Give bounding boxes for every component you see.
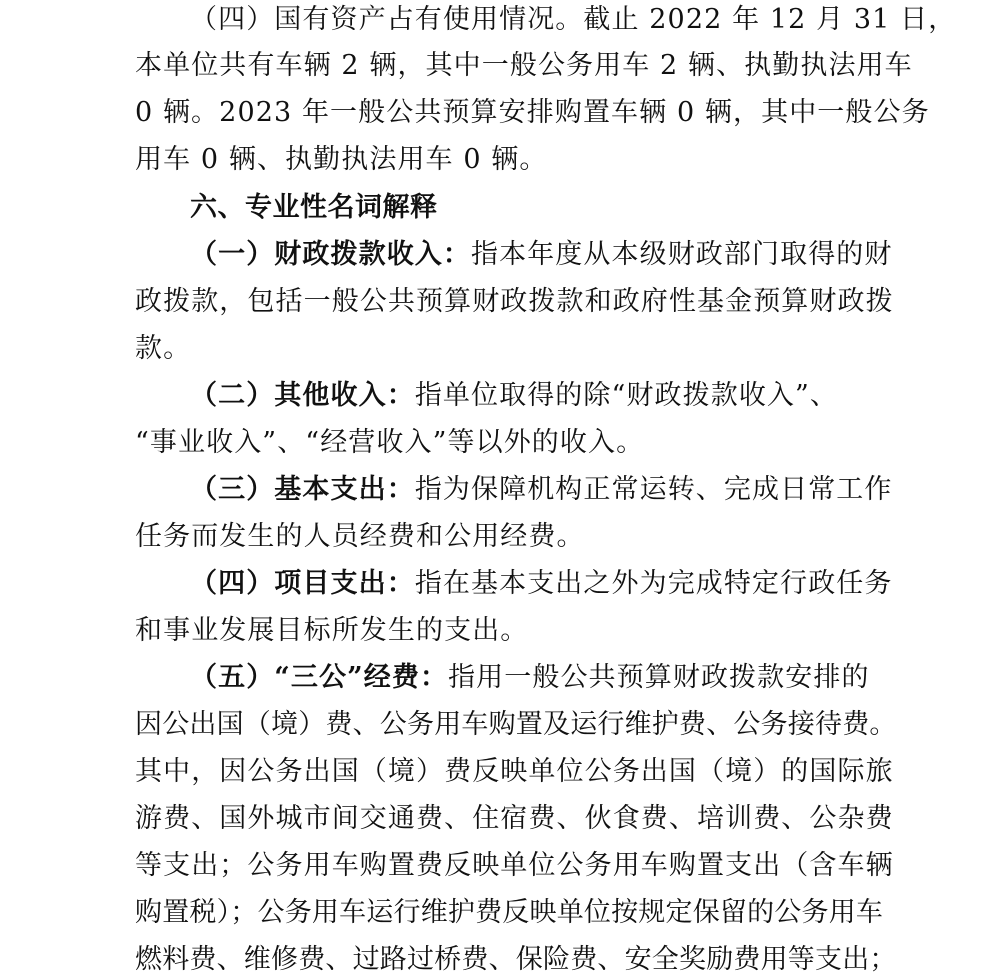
paragraph-line: 用车 0 辆、执勤执法用车 0 辆。 (135, 144, 548, 175)
definition-text: 指单位取得的除“财政拨款收入”、 (414, 380, 839, 411)
definition-line: 购置税）；公务用车运行维护费反映单位按规定保留的公务用车 (135, 897, 884, 928)
definition-line: 款。 (135, 333, 192, 364)
definition-first-line (190, 660, 870, 696)
definition-first-line (190, 566, 893, 602)
paragraph-line: （四）国有资产占有使用情况。截止 2022 年 12 月 31 日， (190, 4, 957, 35)
definition-line: 政拨款，包括一般公共预算财政拨款和政府性基金预算财政拨 (135, 286, 894, 317)
definition-line: 其中，因公务出国（境）费反映单位公务出国（境）的国际旅 (135, 756, 894, 787)
definition-term: （四）项目支出： (190, 568, 415, 599)
definition-line: 等支出；公务用车购置费反映单位公务用车购置支出（含车辆 (135, 850, 894, 881)
definition-line: 游费、国外城市间交通费、住宿费、伙食费、培训费、公杂费 (135, 803, 894, 834)
definition-term: （三）基本支出： (190, 474, 415, 505)
definition-first-line (190, 472, 893, 508)
definition-line: “事业收入”、“经营收入”等以外的收入。 (135, 427, 645, 458)
paragraph-line: 本单位共有车辆 2 辆，其中一般公务用车 2 辆、执勤执法用车 (135, 50, 913, 81)
section-heading: 六、专业性名词解释 (190, 192, 438, 223)
definition-first-line (190, 237, 893, 273)
paragraph-line: 0 辆。2023 年一般公共预算安排购置车辆 0 辆，其中一般公务 (135, 97, 930, 128)
definition-term: （一）财政拨款收入： (190, 239, 471, 270)
definition-text: 指用一般公共预算财政拨款安排的 (448, 662, 870, 693)
definition-term: （五）“三公”经费： (190, 662, 449, 693)
definition-line: 任务而发生的人员经费和公用经费。 (135, 521, 585, 552)
definition-text: 指在基本支出之外为完成特定行政任务 (414, 568, 893, 599)
definition-text: 指为保障机构正常运转、完成日常工作 (414, 474, 893, 505)
definition-line: 燃料费、维修费、过路过桥费、保险费、安全奖励费用等支出； (135, 944, 897, 975)
definition-text: 指本年度从本级财政部门取得的财 (471, 239, 893, 270)
definition-line: 和事业发展目标所发生的支出。 (135, 615, 529, 646)
definition-term: （二）其他收入： (190, 380, 415, 411)
definition-line: 因公出国（境）费、公务用车购置及运行维护费、公务接待费。 (135, 709, 897, 740)
definition-first-line (190, 378, 838, 414)
